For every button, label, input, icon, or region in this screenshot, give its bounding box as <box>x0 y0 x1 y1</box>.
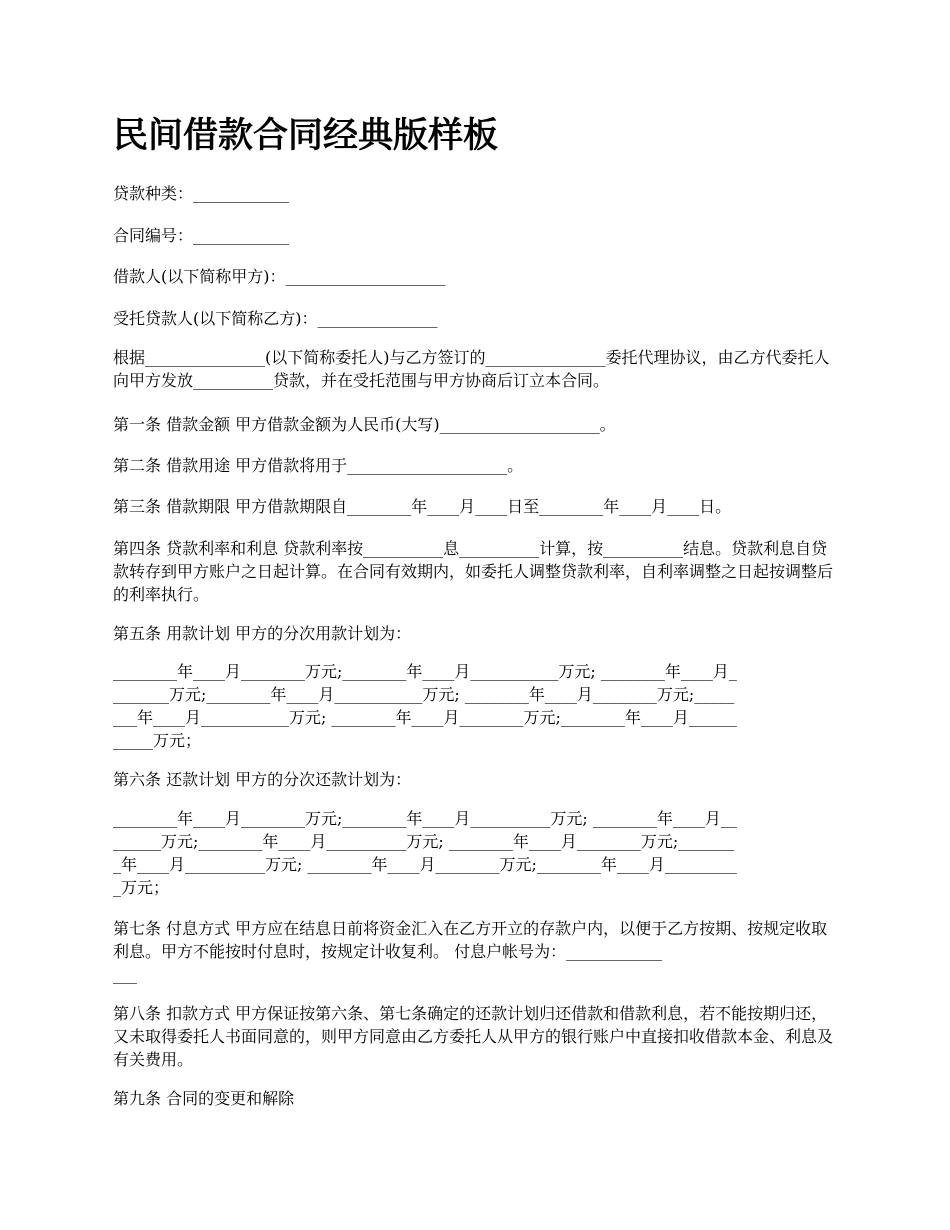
preamble-paragraph: 根据_______________(以下简称委托人)与乙方签订的_______________委托代理协议，由乙方代委托人 向甲方发放__________贷款，并在受托范围与甲方协商后订立本合同。 <box>113 348 835 390</box>
article-2-purpose: 第二条 借款用途 甲方借款将用于____________________。 <box>113 456 524 475</box>
loan-type-line: 贷款种类：____________ <box>113 184 290 203</box>
article-3-term: 第三条 借款期限 甲方借款期限自________年____月____日至________年____月____日。 <box>113 497 732 516</box>
contract-number-line: 合同编号：____________ <box>113 226 290 245</box>
article-4-interest: 第四条 贷款利率和利息 贷款利率按__________息__________计算，按__________结息。贷款利息自贷款转存到甲方账户之日起计算。在合同有效期内，如委托人调整贷款利率，自利率调整之日起按调整后的利率执行。 <box>113 539 834 604</box>
article-8-deduction-method: 第八条 扣款方式 甲方保证按第六条、第七条确定的还款计划归还借款和借款利息，若不能按期归还， 又未取得委托人书面同意的，则甲方同意由乙方委托人从甲方的银行账户中直接扣收借款本金、利息及有关费用。 <box>113 1004 834 1069</box>
article-5-heading: 第五条 用款计划 甲方的分次用款计划为： <box>113 624 412 643</box>
page-title: 民间借款合同经典版样板 <box>113 116 499 156</box>
article-6-schedule: ________年____月________万元;________年____月__________万元; ________年____月__ ______万元;________年____月__________万元; ________年____月________万元;_______ _年____月__________万元; ________年____月________万元;________年____月_________ _万元； <box>113 809 737 897</box>
article-7-payment-method: 第七条 付息方式 甲方应在结息日前将资金汇入在乙方开立的存款户内，以便于乙方按期、按规定收取利息。甲方不能按时付息时，按规定计收复利。 付息户帐号为：____________ ___ <box>113 919 828 984</box>
article-1-amount: 第一条 借款金额 甲方借款金额为人民币(大写)____________________。 <box>113 415 616 434</box>
trustee-lender-line: 受托贷款人(以下简称乙方)：_______________ <box>113 309 438 328</box>
article-9-heading: 第九条 合同的变更和解除 <box>113 1089 295 1108</box>
article-6-heading: 第六条 还款计划 甲方的分次还款计划为： <box>113 770 412 789</box>
article-5-schedule: ________年____月________万元;________年____月___________万元; ________年____月_ _______万元;________年____月___________万元; ________年____月________万元;_____ ___年____月___________万元; ________年____月________万元;________年____月______ _____万元； <box>113 662 737 750</box>
borrower-line: 借款人(以下简称甲方)：____________________ <box>113 267 446 286</box>
